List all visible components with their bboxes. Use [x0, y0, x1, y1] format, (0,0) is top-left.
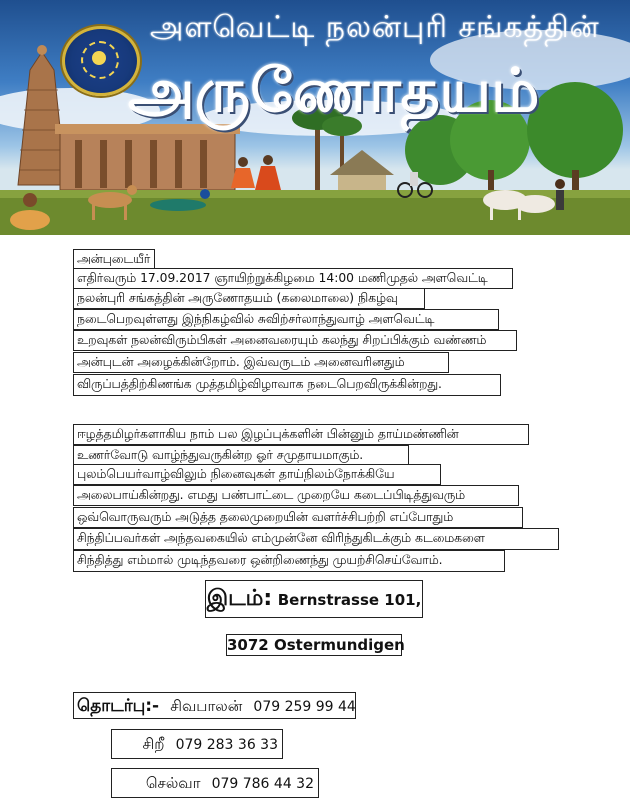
venue-address-city: 3072 Ostermundigen [227, 636, 405, 654]
banner-subtitle: அளவெட்டி நலன்புரி சங்கத்தின் [150, 10, 600, 45]
header-banner [0, 0, 630, 235]
venue-street: Bernstrasse 101, [277, 591, 422, 609]
farmer-figure [555, 179, 565, 210]
paragraph-line: புலம்பெயர்வாழ்விலும் நினைவுகள் தாய்நிலம்நோக்கியே [73, 464, 441, 485]
venue-address-street [205, 580, 423, 618]
temple-hall [60, 132, 235, 190]
contact-phone[interactable]: 079 786 44 32 [211, 776, 314, 792]
paragraph-line: உணர்வோடு வாழ்ந்துவருகின்ற ஓர் சமுதாயமாகும். [73, 445, 409, 465]
paragraph-line: ஈழத்தமிழர்களாகிய நாம் பல இழப்புக்களின் பின்னும் தாய்மண்ணின் [73, 424, 529, 445]
contact-phone[interactable]: 079 283 36 33 [175, 737, 278, 753]
venue-label: இடம்: [206, 586, 273, 611]
contact-name: சிறீ [142, 735, 165, 753]
invitation-line: அன்புடன் அழைக்கின்றோம். இவ்வருடம் அனைவரினதும் [73, 352, 449, 373]
contact-name: சிவபாலன் [170, 697, 243, 715]
invitation-line: விருப்பத்திற்கிணங்க முத்தமிழ்விழாவாக நடைபெறவிருக்கின்றது. [73, 374, 501, 396]
paragraph-line: சிந்திப்பவர்கள் அந்தவகையில் எம்முன்னே விரிந்துகிடக்கும் கடமைகளை [73, 528, 559, 550]
invitation-line: எதிர்வரும் 17.09.2017 ஞாயிற்றுக்கிழமை 14:00 மணிமுதல் அளவெட்டி [73, 268, 513, 289]
contact-row [111, 729, 283, 759]
contact-name: செல்வா [145, 774, 201, 792]
temple-tower [18, 52, 66, 185]
contact-row [111, 768, 319, 798]
paragraph-line: அலைபாய்கின்றது. எமது பண்பாட்டை முறையே கடைப்பிடித்துவரும் [73, 485, 519, 506]
paragraph-line: ஒவ்வொருவரும் அடுத்த தலைமுறையின் வளர்ச்சிபற்றி எப்போதும் [73, 507, 523, 528]
contact-phone[interactable]: 079 259 99 44 [253, 699, 356, 715]
banner-title: அருணோதயம் [128, 56, 540, 126]
paragraph-line: சிந்தித்து எம்மால் முடிந்தவரை ஒன்றிணைந்து முயற்சிசெய்வோம். [73, 550, 505, 572]
contact-label: தொடர்பு:- [77, 696, 160, 716]
invitation-line: நலன்புரி சங்கத்தின் அருணோதயம் (கலைமாலை) நிகழ்வு [73, 288, 425, 309]
invitation-line: உறவுகள் நலன்விரும்பிகள் அனைவரையும் கலந்து சிறப்பிக்கும் வண்ணம் [73, 330, 517, 351]
contact-row-primary [73, 692, 356, 719]
dancers-figures [231, 155, 281, 190]
greeting-line: அன்புடையீர் [73, 249, 155, 269]
invitation-line: நடைபெறவுள்ளது இந்நிகழ்வில் சுவிற்சர்லாந்துவாழ் அளவெட்டி [73, 309, 499, 330]
